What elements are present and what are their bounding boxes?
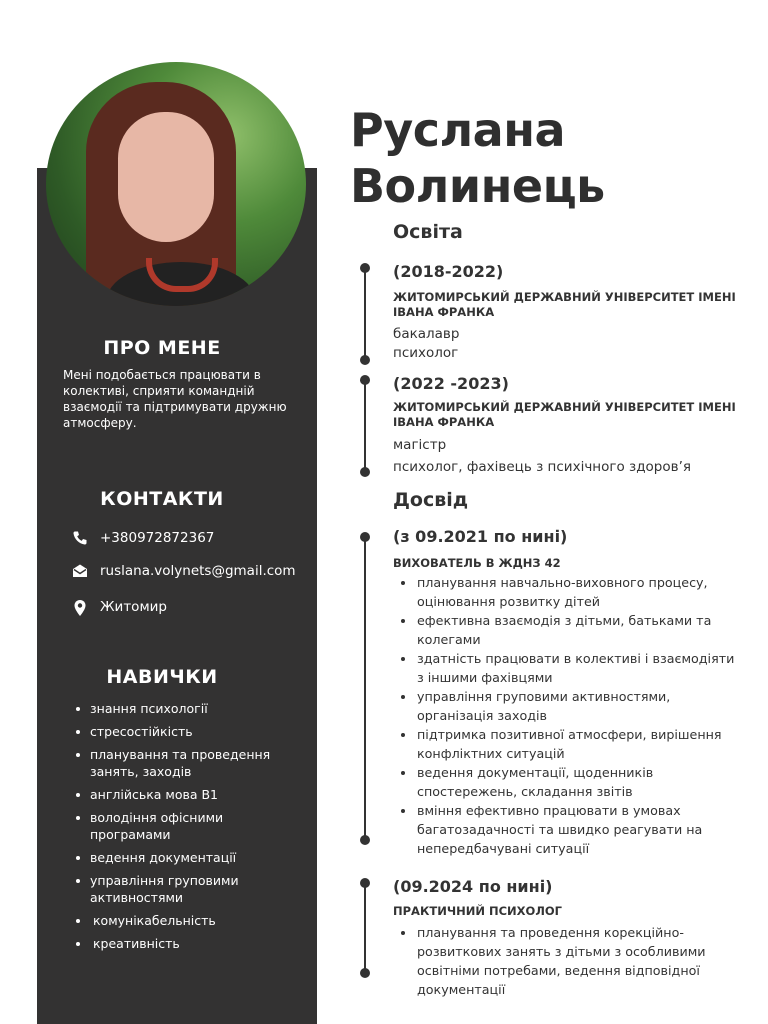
education-institution: ЖИТОМИРСЬКИЙ ДЕРЖАВНИЙ УНІВЕРСИТЕТ ІМЕНІ ІВАНА ФРАНКА — [393, 400, 736, 429]
experience-period: (з 09.2021 по нині) — [393, 527, 568, 546]
education-institution: ЖИТОМИРСЬКИЙ ДЕРЖАВНИЙ УНІВЕРСИТЕТ ІМЕНІ ІВАНА ФРАНКА — [393, 290, 736, 319]
education-degree: бакалавр — [393, 326, 460, 342]
education-field: психолог — [393, 345, 459, 361]
phone-icon — [72, 530, 88, 546]
duty-item: підтримка позитивної атмосфери, вирішення конфліктних ситуацій — [400, 725, 740, 763]
phone-text: +380972872367 — [100, 530, 215, 546]
education-degree: магістр — [393, 437, 447, 453]
education-period: (2018-2022) — [393, 262, 504, 281]
education-field: психолог, фахівець з психічного здоров’я — [393, 459, 691, 475]
contact-city — [72, 599, 167, 615]
photo-face — [118, 112, 214, 242]
experience-position: ПРАКТИЧНИЙ ПСИХОЛОГ — [393, 904, 562, 918]
about-text: Мені подобається працювати в колективі, сприяти командній взаємодії та підтримувати дружню атмосферу. — [63, 368, 287, 430]
skills-heading: НАВИЧКИ — [106, 666, 218, 688]
education-period: (2022 -2023) — [393, 374, 509, 393]
duty-item: планування навчально-виховного процесу, оцінювання розвитку дітей — [400, 573, 740, 611]
about-heading: ПРО МЕНЕ — [103, 337, 221, 359]
timeline-dot — [360, 263, 370, 273]
timeline-dot — [360, 467, 370, 477]
email-text: ruslana.volynets@gmail.com — [100, 563, 296, 579]
profile-photo — [46, 62, 306, 306]
timeline-dot — [360, 835, 370, 845]
duty-item: планування та проведення корекційно-розвиткових занять з дітьми з особливими освітніми потребами, ведення відповідної документації — [400, 923, 740, 999]
full-name — [350, 102, 605, 214]
duty-item: управління груповими активностями, організація заходів — [400, 687, 740, 725]
experience-heading: Досвід — [393, 489, 469, 511]
timeline-dot — [360, 968, 370, 978]
timeline-dot — [360, 532, 370, 542]
contact-phone[interactable] — [72, 530, 214, 546]
timeline-line — [364, 380, 366, 472]
timeline-dot — [360, 355, 370, 365]
duty-item: ведення документації, щоденників спостережень, складання звітів — [400, 763, 740, 801]
duty-item: здатність працювати в колективі і взаємодіяти з іншими фахівцями — [400, 649, 740, 687]
timeline-dot — [360, 375, 370, 385]
first-name: Руслана — [350, 103, 566, 157]
timeline-line — [364, 268, 366, 360]
skills-list — [74, 700, 304, 958]
duty-item: вміння ефективно працювати в умовах багатозадачності та швидко реагувати на непередбачувані ситуації — [400, 801, 740, 858]
location-pin-icon — [72, 599, 88, 615]
skill-item: креативність — [74, 935, 304, 952]
experience-position: ВИХОВАТЕЛЬ В ЖДНЗ 42 — [393, 556, 561, 570]
city-text: Житомир — [100, 599, 167, 615]
duties-list — [400, 573, 740, 858]
skill-item: англійська мова B1 — [74, 786, 304, 803]
skill-item: ведення документації — [74, 849, 304, 866]
timeline-dot — [360, 878, 370, 888]
timeline-line — [364, 537, 366, 840]
contacts-heading: КОНТАКТИ — [100, 488, 224, 510]
skill-item: володіння офісними програмами — [74, 809, 304, 843]
skill-item: планування та проведення занять, заходів — [74, 746, 304, 780]
duty-item: ефективна взаємодія з дітьми, батьками та колегами — [400, 611, 740, 649]
skill-item: управління груповими активностями — [74, 872, 304, 906]
duties-list — [400, 923, 740, 999]
experience-period: (09.2024 по нині) — [393, 877, 553, 896]
timeline-line — [364, 883, 366, 973]
skill-item: комунікабельність — [74, 912, 304, 929]
last-name: Волинець — [350, 159, 605, 213]
education-heading: Освіта — [393, 221, 463, 243]
skill-item: стресостійкість — [74, 723, 304, 740]
contact-email[interactable] — [72, 563, 296, 579]
envelope-icon — [72, 563, 88, 579]
skill-item: знання психології — [74, 700, 304, 717]
